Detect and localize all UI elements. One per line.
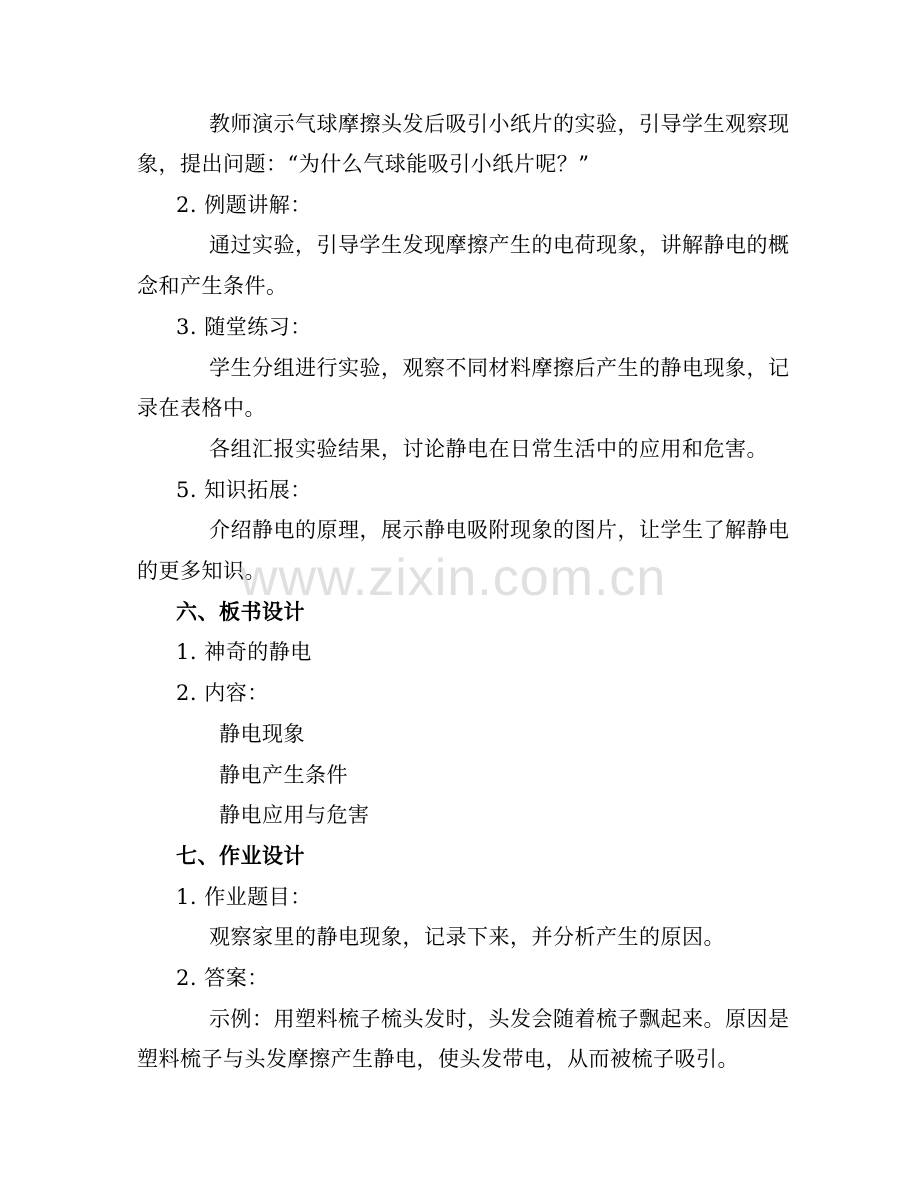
watermark: www.zixin.com.cn bbox=[240, 549, 667, 607]
list-item: 2. 内容： bbox=[176, 681, 269, 705]
section-heading: 六、板书设计 bbox=[176, 600, 305, 624]
paragraph-line: 观察家里的静电现象，记录下来，并分析产生的原因。 bbox=[209, 925, 725, 949]
list-item: 2. 答案： bbox=[176, 966, 269, 990]
board-item: 静电现象 bbox=[219, 722, 305, 746]
paragraph-line: 介绍静电的原理，展示静电吸附现象的图片，让学生了解静电 bbox=[209, 518, 790, 542]
paragraph-line: 示例：用塑料梳子梳头发时，头发会随着梳子飘起来。原因是 bbox=[209, 1007, 790, 1031]
list-item: 1. 作业题目： bbox=[176, 885, 312, 909]
section-heading: 七、作业设计 bbox=[176, 844, 305, 868]
board-item: 静电产生条件 bbox=[219, 763, 348, 787]
paragraph-line: 象，提出问题：“为什么气球能吸引小纸片呢？” bbox=[137, 152, 590, 176]
paragraph-line: 通过实验，引导学生发现摩擦产生的电荷现象，讲解静电的概 bbox=[209, 233, 790, 257]
paragraph-line: 教师演示气球摩擦头发后吸引小纸片的实验，引导学生观察现 bbox=[209, 112, 790, 136]
paragraph-line: 的更多知识。 bbox=[137, 559, 266, 583]
board-item: 静电应用与危害 bbox=[219, 803, 370, 827]
paragraph-line: 录在表格中。 bbox=[137, 396, 266, 420]
paragraph-line: 各组汇报实验结果，讨论静电在日常生活中的应用和危害。 bbox=[209, 437, 768, 461]
list-item-heading: 5. 知识拓展： bbox=[176, 478, 312, 502]
paragraph-line: 塑料梳子与头发摩擦产生静电，使头发带电，从而被梳子吸引。 bbox=[137, 1047, 739, 1071]
list-item-heading: 3. 随堂练习： bbox=[176, 315, 312, 339]
paragraph-line: 念和产生条件。 bbox=[137, 274, 288, 298]
list-item-heading: 2. 例题讲解： bbox=[176, 193, 312, 217]
list-item: 1. 神奇的静电 bbox=[176, 640, 312, 664]
paragraph-line: 学生分组进行实验，观察不同材料摩擦后产生的静电现象，记 bbox=[209, 356, 790, 380]
